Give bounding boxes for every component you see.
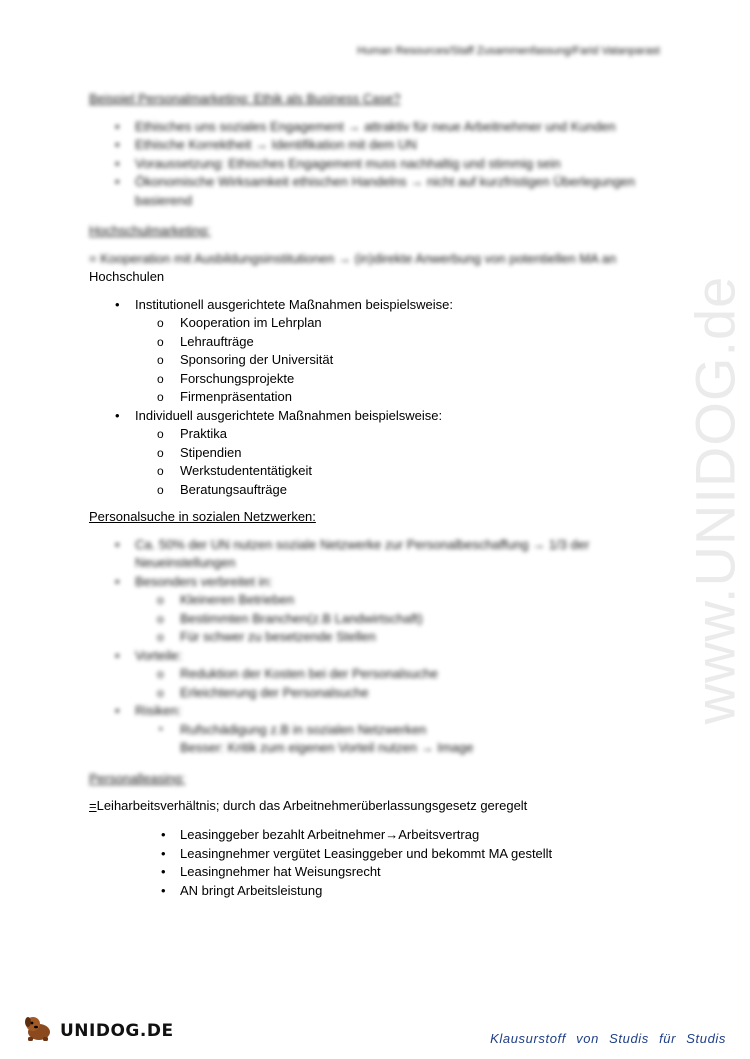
section-heading: Personalleasing: xyxy=(89,771,186,786)
sub-list-item: o Bestimmten Branchen(z.B Landwirtschaft) xyxy=(135,610,649,629)
list-item-institutionell xyxy=(89,296,649,407)
section-personalleasing xyxy=(89,770,649,900)
list-item-label: Institutionell ausgerichtete Maßnahmen beispielsweise: xyxy=(135,296,453,312)
list-item xyxy=(89,702,649,758)
list-item-label: Vorteile: xyxy=(135,647,182,663)
section-hochschulmarketing xyxy=(89,222,649,499)
sub-list-item: o Beratungsaufträge xyxy=(135,481,649,500)
leasing-intro xyxy=(89,797,649,816)
equals-sign: = xyxy=(89,797,97,813)
list-item-label: Besonders verbreitet in: xyxy=(135,573,273,589)
list-item: • Ökonomische Wirksamkeit ethischen Handelns → nicht auf kurzfristigen Überlegungen basierend xyxy=(89,173,649,210)
watermark xyxy=(640,260,750,740)
leasing-intro-text: Leiharbeitsverhältnis; durch das Arbeitnehmerüberlassungsgesetz geregelt xyxy=(96,797,528,813)
list-item: • AN bringt Arbeitsleistung xyxy=(89,882,649,901)
sub-list-item: o Erleichterung der Personalsuche xyxy=(135,684,649,703)
sub-list xyxy=(135,425,649,499)
list-item: • Voraussetzung: Ethisches Engagement muss nachhaltig und stimmig sein xyxy=(89,155,649,174)
sub-list-item: o Kleineren Betrieben xyxy=(135,591,649,610)
section-personalmarketing-ethik xyxy=(89,90,649,210)
dog-mascot-icon xyxy=(22,1013,56,1048)
sub-list-item: o Werkstudententätigkeit xyxy=(135,462,649,481)
sub-list xyxy=(135,721,649,758)
list-item xyxy=(89,573,649,647)
sub-list-item-line: ▪ Rufschädigung z.B in sozialen Netzwerken xyxy=(180,721,427,737)
sub-list-item: o Für schwer zu besetzende Stellen xyxy=(135,628,649,647)
list-item: • Leasinggeber bezahlt Arbeitnehmer→Arbeitsvertrag xyxy=(89,826,649,845)
sub-list xyxy=(135,314,649,407)
section-heading: Hochschulmarketing: xyxy=(89,223,211,238)
section-personalsuche-netzwerke xyxy=(89,508,649,758)
sub-list xyxy=(135,591,649,647)
sub-list-item-line: Besser: Kritik zum eigenen Vorteil nutzen → Image xyxy=(180,740,474,755)
sub-list-item: o Forschungsprojekte xyxy=(135,370,649,389)
sub-list-item: o Kooperation im Lehrplan xyxy=(135,314,649,333)
page-header: Human Resources/Staff Zusammenfassung/Farid Vatanparast xyxy=(357,45,660,57)
intro-visible: Hochschulen xyxy=(89,269,165,284)
list-item xyxy=(89,647,649,703)
footer-logo[interactable] xyxy=(22,1013,174,1048)
list-item-individuell xyxy=(89,407,649,500)
sub-list-item xyxy=(135,721,649,758)
bullet-list xyxy=(89,826,649,900)
section-heading: Personalsuche in sozialen Netzwerken: xyxy=(89,509,316,524)
list-item: • Ca. 50% der UN nutzen soziale Netzwerke zur Personalbeschaffung → 1/3 der Neueinstellungen xyxy=(89,536,649,573)
list-item-label: Risiken: xyxy=(135,703,182,718)
list-item: • Leasingnehmer hat Weisungsrecht xyxy=(89,863,649,882)
list-item: • Ethisches uns soziales Engagement → attraktiv für neue Arbeitnehmer und Kunden xyxy=(89,118,649,137)
sub-list-item: o Firmenpräsentation xyxy=(135,388,649,407)
list-item: • Ethische Korrektheit → Identifikation mit dem UN xyxy=(89,136,649,155)
bullet-list xyxy=(89,296,649,500)
list-item-label: Individuell ausgerichtete Maßnahmen beispielsweise: xyxy=(135,407,443,423)
bullet-list xyxy=(89,536,649,758)
footer-slogan: Klausurstoff von Studis für Studis xyxy=(490,1031,726,1046)
list-item: • Leasingnehmer vergütet Leasinggeber und bekommt MA gestellt xyxy=(89,845,649,864)
logo-text: UNIDOG.DE xyxy=(60,1020,174,1041)
sub-list-item: o Praktika xyxy=(135,425,649,444)
watermark-text: www.UNIDOG.de xyxy=(683,275,747,725)
bullet-list xyxy=(89,118,649,211)
sub-list xyxy=(135,665,649,702)
sub-list-item: o Reduktion der Kosten bei der Personalsuche xyxy=(135,665,649,684)
sub-list-item: o Sponsoring der Universität xyxy=(135,351,649,370)
section-heading: Beispiel Personalmarketing: Ethik als Business Case? xyxy=(89,91,401,106)
intro-blurred: = Kooperation mit Ausbildungsinstitutionen → (in)direkte Anwerbung von potentiellen MA an xyxy=(89,250,617,266)
sub-list-item: o Stipendien xyxy=(135,444,649,463)
sub-list-item: o Lehraufträge xyxy=(135,333,649,352)
